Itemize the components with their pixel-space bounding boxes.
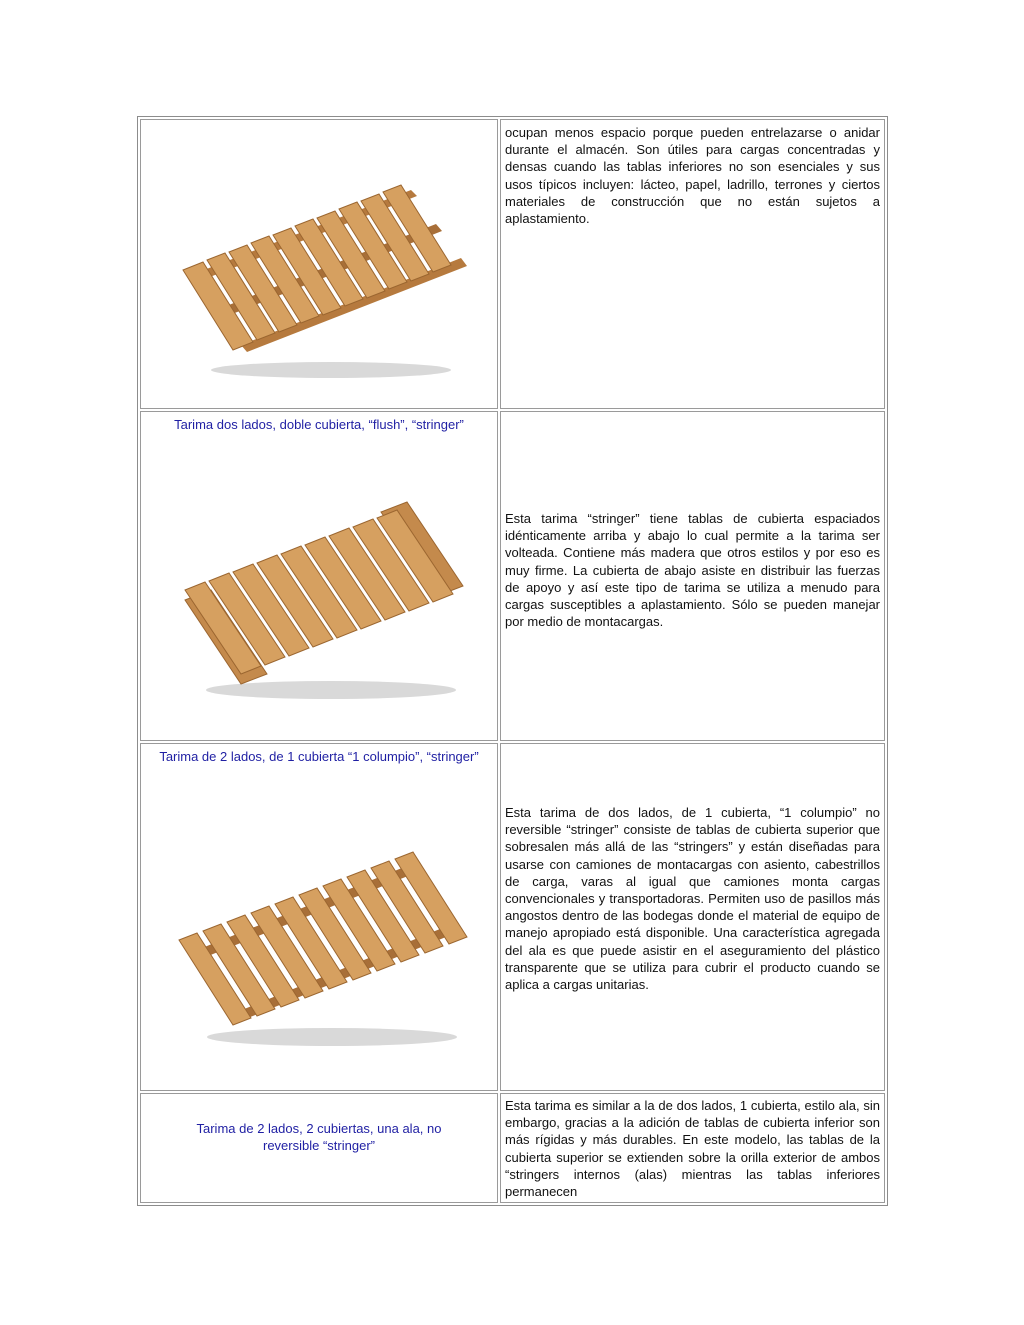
pallet-image (177, 822, 477, 1057)
row-2-text-cell (500, 411, 885, 741)
double-deck-flush-pallet-illustration (181, 482, 471, 702)
row-2-caption: Tarima dos lados, doble cubierta, “flush”, “stringer” (174, 417, 464, 432)
row-1-description: ocupan menos espacio porque pueden entrelazarse o anidar durante el almacén. Son útiles para cargas concentradas y densas cuando las tablas inferiores no son esenciales y sus usos típicos incluyen: lácteo, papel, ladrillo, terrones y ciertos materiales de construcción que no están sujetos a aplastamiento. (505, 125, 880, 227)
row-4-caption: Tarima de 2 lados, 2 cubiertas, una ala, no reversible “stringer” (196, 1121, 442, 1153)
row-4-image-cell (140, 1093, 498, 1203)
row-3-description: Esta tarima de dos lados, de 1 cubierta, “1 columpio” no reversible “stringer” consiste de tablas de cubierta superior que sobresalen más allá de las “stringers” y están diseñadas para usarse con camiones de montacargas con asiento, cabestrillos de carga, varas al igual que camiones monta cargas convencionales y transportadoras. Permiten uso de pasillos más angostos dentro de las bodegas donde el material de equipo de manejo apropiado está disponible. Una característica agregada del ala es que puede asistir en el aseguramiento del plástico transparente que se utiliza para cubrir el producto cuando se aplica a cargas unitarias. (505, 805, 880, 993)
row-3-text-cell (500, 743, 885, 1091)
row-3-caption: Tarima de 2 lados, de 1 cubierta “1 columpio”, “stringer” (159, 749, 479, 764)
pallet-types-table (137, 116, 888, 1206)
row-2-image-cell (140, 411, 498, 741)
row-2-description: Esta tarima “stringer” tiene tablas de cubierta espaciados idénticamente arriba y abajo lo cual permite a la tarima ser volteada. Contiene más madera que otros estilos y por eso es muy firme. La cubierta de abajo asiste en distribuir las fuerzas de apoyo y así este tipo de tarima se utiliza a menudo para cargas susceptibles a aplastamiento. Sólo se pueden manejar por medio de montacargas. (505, 511, 880, 630)
pallet-image (181, 170, 471, 385)
row-4-text-cell (500, 1093, 885, 1203)
row-3-image-cell (140, 743, 498, 1091)
single-deck-pallet-illustration (181, 170, 471, 380)
row-4-description: Esta tarima es similar a la de dos lados, 1 cubierta, estilo ala, sin embargo, gracias a la adición de tablas de cubierta inferior son más rígidas y más durables. En este modelo, las tablas de la cubierta superior se extienden sobre la orilla exterior de ambos “stringers internos (alas) mientras las tablas inferiores permanecen (505, 1098, 880, 1200)
single-wing-pallet-illustration (177, 822, 477, 1052)
pallet-image (181, 482, 471, 707)
row-1-image-cell (140, 119, 498, 409)
row-1-text-cell (500, 119, 885, 409)
